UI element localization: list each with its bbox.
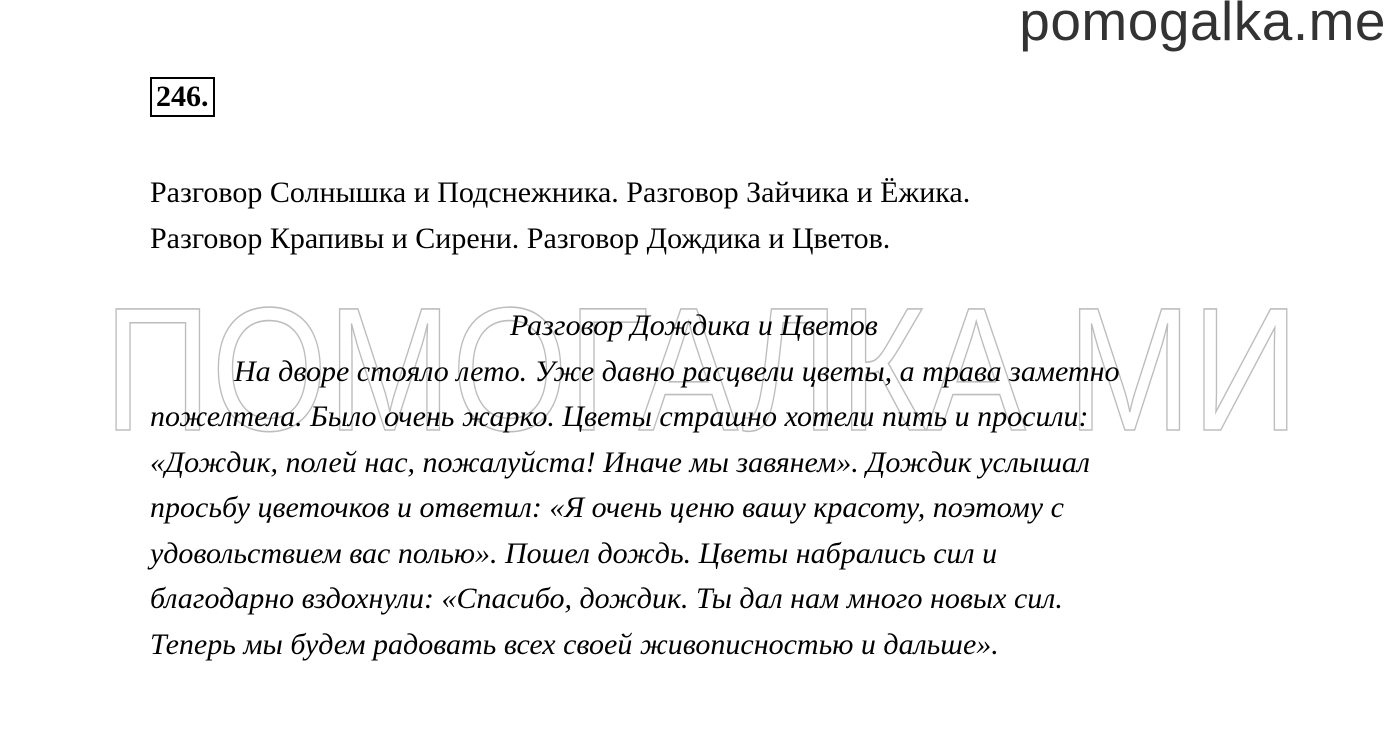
- story-line: «Дождик, полей нас, пожалуйста! Иначе мы завянем». Дождик услышал: [150, 445, 1090, 479]
- task-number: 246.: [150, 77, 215, 117]
- story: [150, 303, 1119, 667]
- story-line: Теперь мы будем радовать всех своей живописностью и дальше».: [150, 627, 999, 661]
- topics-line: Разговор Солнышка и Подснежника. Разговор Зайчика и Ёжика.: [150, 176, 971, 209]
- story-title: Разговор Дождика и Цветов: [510, 309, 878, 342]
- topics-list: [150, 170, 970, 262]
- story-line: удовольствием вас полью». Пошел дождь. Цветы набрались сил и: [150, 536, 998, 570]
- story-line: На дворе стояло лето. Уже давно расцвели цветы, а трава заметно: [234, 354, 1120, 388]
- story-line: просьбу цветочков и ответил: «Я очень ценю вашу красоту, поэтому с: [150, 491, 1064, 524]
- story-line: благодарно вздохнули: «Спасибо, дождик. Ты дал нам много новых сил.: [150, 582, 1063, 615]
- story-line: пожелтела. Было очень жарко. Цветы страшно хотели пить и просили:: [150, 400, 1089, 433]
- site-logo: pomogalka.me: [1019, 0, 1386, 52]
- topics-line: Разговор Крапивы и Сирени. Разговор Дождика и Цветов.: [150, 222, 891, 255]
- watermark-text: ПОМОГАЛКА МИ: [104, 292, 1299, 462]
